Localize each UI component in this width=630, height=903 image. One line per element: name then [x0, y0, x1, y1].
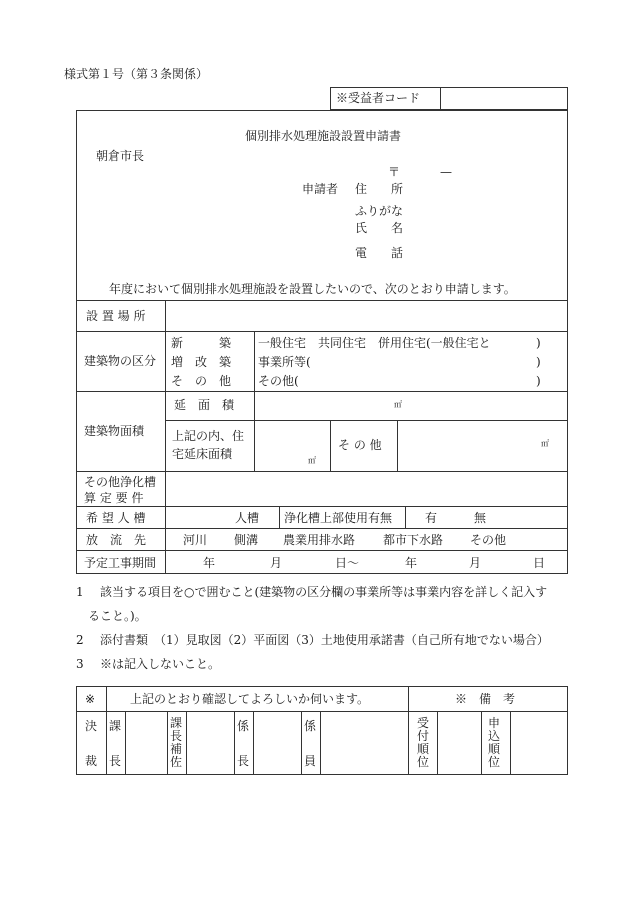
approval-confirm-text: 上記のとおり確認してよろしいか伺います。 — [130, 692, 370, 706]
building-type-residential-options[interactable]: 一般住宅 共同住宅 併用住宅(一般住宅と — [258, 336, 491, 350]
staff-label-1: 係 — [304, 719, 317, 733]
note-2-number: 2 — [76, 633, 84, 647]
approval-mark: ※ — [85, 692, 96, 706]
close-paren-3: ) — [536, 374, 541, 388]
construction-period-label: 予定工事期間 — [84, 556, 157, 570]
section-chief-label-1: 課 — [109, 719, 122, 733]
section-chief-label-2: 長 — [109, 754, 122, 768]
application-order-label-4: 位 — [488, 755, 501, 769]
decision-label-2: 裁 — [85, 754, 98, 768]
start-year-unit: 年 — [203, 556, 216, 570]
discharge-urban-sewer[interactable]: 都市下水路 — [383, 533, 444, 547]
form-number: 様式第１号（第３条関係） — [64, 67, 209, 81]
application-statement: 年度において個別排水処理施設を設置したいので、次のとおり申請します。 — [109, 282, 516, 296]
applicant-label: 申請者 — [302, 182, 339, 196]
phone-label: 電 話 — [355, 246, 404, 260]
postal-dash: — — [440, 165, 452, 179]
note-2-text: 添付書類 （1）見取図（2）平面図（3）土地使用承諾書（自己所有地でない場合） — [100, 633, 549, 647]
discharge-other[interactable]: その他 — [470, 533, 507, 547]
other-area-unit: ㎡ — [541, 439, 549, 448]
upper-use-no[interactable]: 無 — [474, 511, 487, 525]
received-order-field[interactable] — [439, 713, 479, 773]
new-construction-option[interactable]: 新 築 — [171, 336, 232, 350]
discharge-label: 放 流 先 — [86, 533, 147, 547]
note-1-continued: ること。)。 — [88, 609, 147, 623]
desired-capacity-field[interactable] — [168, 509, 230, 526]
note-1-number: 1 — [76, 585, 84, 599]
upper-use-label: 浄化槽上部使用有無 — [284, 511, 393, 525]
name-field[interactable] — [420, 203, 560, 238]
other-area-label: そ の 他 — [338, 438, 382, 452]
deputy-chief-stamp-field[interactable] — [188, 713, 232, 773]
application-order-label-2: 込 — [488, 729, 501, 743]
form-title: 個別排水処理施設設置申請書 — [245, 129, 402, 143]
close-paren-1: ) — [536, 336, 541, 350]
building-type-other[interactable]: その他( — [258, 374, 299, 388]
building-type-business[interactable]: 事業所等( — [258, 355, 311, 369]
discharge-agricultural-channel[interactable]: 農業用排水路 — [283, 533, 356, 547]
name-label: 氏 名 — [355, 221, 404, 235]
person-tank-unit: 人槽 — [235, 511, 260, 525]
received-order-label-2: 付 — [417, 729, 430, 743]
other-area-field[interactable] — [400, 423, 564, 468]
end-year-unit: 年 — [405, 556, 418, 570]
start-day-unit: 日〜 — [335, 556, 360, 570]
other-construction-option[interactable]: そ の 他 — [171, 374, 232, 388]
address-field[interactable] — [420, 180, 560, 197]
close-paren-2: ) — [536, 355, 541, 369]
desired-capacity-label: 希 望 人 槽 — [86, 511, 146, 525]
tank-requirement-field[interactable] — [168, 474, 564, 504]
deputy-chief-label-2: 長 — [170, 729, 183, 743]
deputy-chief-label-1: 課 — [170, 716, 183, 730]
end-month-unit: 月 — [469, 556, 482, 570]
residential-area-label-1: 上記の内、住 — [172, 429, 245, 443]
discharge-ditch[interactable]: 側溝 — [234, 533, 259, 547]
staff-label-2: 員 — [304, 754, 317, 768]
received-order-label-1: 受 — [417, 716, 430, 730]
chief-label-2: 長 — [237, 754, 250, 768]
building-type-label: 建築物の区分 — [84, 354, 157, 368]
note-3-number: 3 — [76, 657, 84, 671]
deputy-chief-label-3: 補 — [170, 742, 183, 756]
building-area-label: 建築物面積 — [84, 424, 145, 438]
total-floor-area-unit: ㎡ — [394, 400, 402, 409]
residential-area-field[interactable] — [258, 423, 327, 468]
decision-label-1: 決 — [85, 719, 98, 733]
deputy-chief-label-4: 佐 — [170, 755, 183, 769]
total-floor-area-label: 延 面 積 — [174, 398, 235, 412]
application-order-field[interactable] — [512, 713, 566, 773]
beneficiary-code-label: ※受益者コード — [336, 91, 421, 105]
code-divider — [440, 87, 441, 110]
received-order-label-4: 位 — [417, 755, 430, 769]
tank-requirement-label-2: 算 定 要 件 — [84, 491, 144, 505]
discharge-river[interactable]: 河川 — [183, 533, 208, 547]
location-label: 設 置 場 所 — [86, 309, 146, 323]
application-order-label-3: 順 — [488, 742, 501, 756]
extension-option[interactable]: 増 改 築 — [171, 355, 232, 369]
end-day-unit: 日 — [533, 556, 546, 570]
residential-area-label-2: 宅延床面積 — [172, 447, 233, 461]
postal-mark: 〒 — [388, 165, 401, 179]
section-chief-stamp-field[interactable] — [127, 713, 165, 773]
total-floor-area-field[interactable] — [258, 394, 564, 418]
chief-stamp-field[interactable] — [255, 713, 299, 773]
address-label: 住 所 — [355, 182, 404, 196]
staff-stamp-field[interactable] — [322, 713, 406, 773]
tank-requirement-label-1: その他浄化槽 — [84, 475, 157, 489]
beneficiary-code-field[interactable] — [446, 90, 562, 107]
furigana-label: ふりがな — [355, 204, 404, 218]
received-order-label-3: 順 — [417, 742, 430, 756]
note-1-text: 該当する項目を○で囲むこと(建築物の区分欄の事業所等は事業内容を詳しく記入す — [100, 585, 548, 599]
upper-use-yes[interactable]: 有 — [425, 511, 438, 525]
addressee: 朝倉市長 — [96, 149, 145, 163]
chief-label-1: 係 — [237, 719, 250, 733]
note-3-text: ※は記入しないこと。 — [100, 657, 221, 671]
location-field[interactable] — [168, 303, 564, 329]
remarks-label: ※ 備 考 — [455, 692, 516, 706]
residential-area-unit: ㎡ — [308, 456, 316, 465]
application-order-label-1: 申 — [488, 716, 501, 730]
start-month-unit: 月 — [270, 556, 283, 570]
phone-field[interactable] — [420, 244, 560, 261]
